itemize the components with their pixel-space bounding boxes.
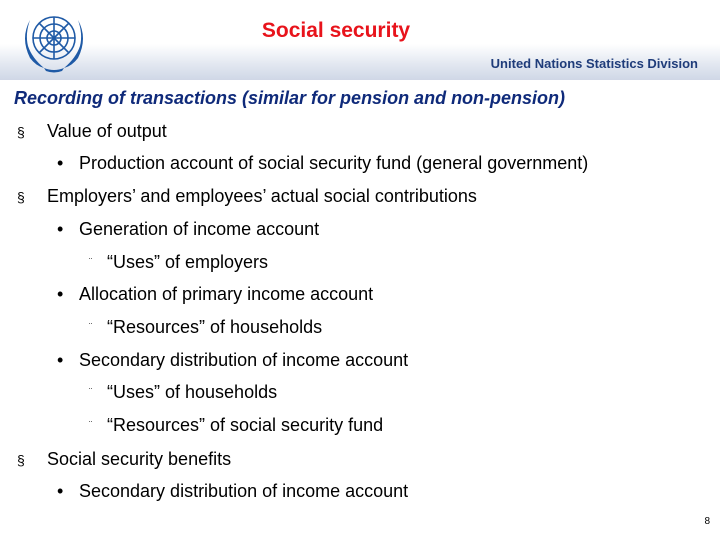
dot-bullet-icon: • — [57, 219, 64, 239]
dot-bullet-icon: • — [57, 481, 64, 501]
bullet-item: • Secondary distribution of income account — [57, 481, 409, 501]
tick-bullet-icon: ¨ — [89, 257, 93, 268]
subheading: Recording of transactions (similar for pension and non-pension) — [14, 88, 566, 108]
bullet-item: § Social security benefits — [17, 449, 232, 469]
bullet-item: • Production account of social security fund (general government) — [57, 153, 589, 173]
division-label: United Nations Statistics Division — [490, 56, 698, 71]
bullet-item: ¨ “Resources” of households — [89, 317, 323, 337]
square-bullet-icon: § — [17, 452, 25, 468]
square-bullet-icon: § — [17, 189, 25, 205]
bullet-item: • Secondary distribution of income account — [57, 350, 409, 370]
tick-bullet-icon: ¨ — [89, 322, 93, 333]
bullet-item: ¨ “Uses” of employers — [89, 252, 269, 272]
dot-bullet-icon: • — [57, 153, 64, 173]
header — [0, 0, 720, 80]
square-bullet-icon: § — [17, 124, 25, 140]
slide-title: Social security — [261, 19, 411, 42]
bullet-item: ¨ “Resources” of social security fund — [89, 415, 384, 435]
bullet-item: • Allocation of primary income account — [57, 284, 374, 304]
bullet-item: § Value of output — [17, 121, 167, 141]
bullet-item: • Generation of income account — [57, 219, 320, 239]
bullet-item: ¨ “Uses” of households — [89, 382, 278, 402]
tick-bullet-icon: ¨ — [89, 420, 93, 431]
dot-bullet-icon: • — [57, 284, 64, 304]
bullet-item: § Employers’ and employees’ actual social contributions — [17, 186, 477, 206]
dot-bullet-icon: • — [57, 350, 64, 370]
page-number: 8 — [704, 516, 710, 527]
tick-bullet-icon: ¨ — [89, 387, 93, 398]
